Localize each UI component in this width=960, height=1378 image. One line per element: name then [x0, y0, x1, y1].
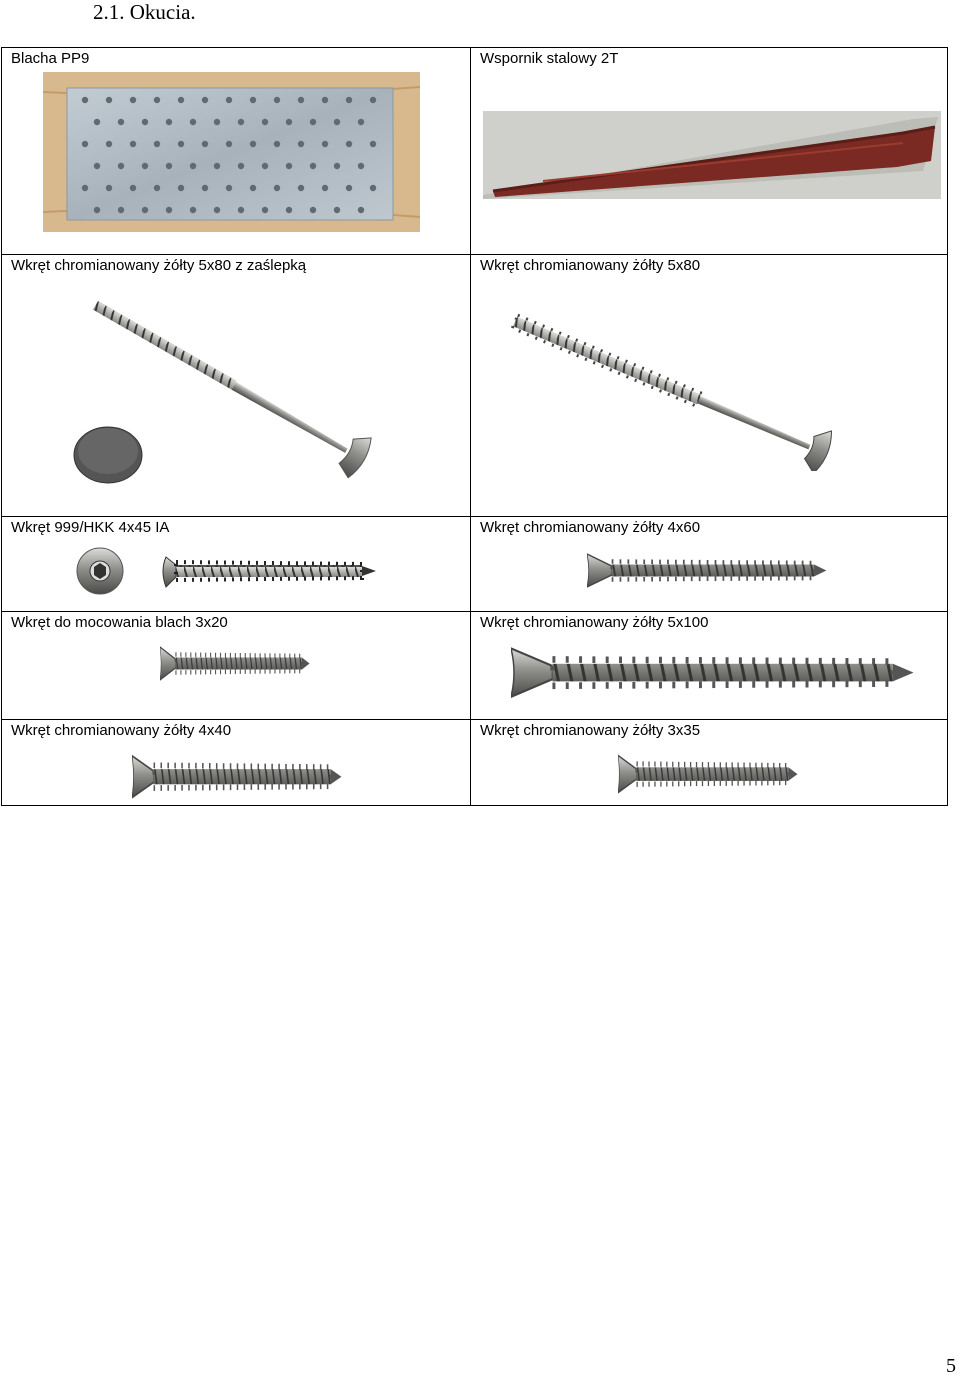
plate-hole — [262, 207, 268, 213]
plate-hole — [274, 141, 280, 147]
plate-hole — [202, 97, 208, 103]
fittings-table — [1, 47, 948, 806]
steel-bracket-icon — [483, 111, 941, 199]
item-label: Wkręt chromianowany żółty 4x60 — [480, 519, 701, 536]
plate-hole — [250, 97, 256, 103]
plate-hole — [82, 97, 88, 103]
plate-hole — [226, 185, 232, 191]
item-label: Wkręt chromianowany żółty 3x35 — [480, 722, 701, 739]
plate-hole — [274, 185, 280, 191]
plate-hole — [178, 97, 184, 103]
plate-hole — [142, 119, 148, 125]
page-number: 5 — [946, 1355, 956, 1377]
plate-hole — [130, 141, 136, 147]
plate-hole — [190, 163, 196, 169]
plate-hole — [202, 141, 208, 147]
plate-hole — [298, 141, 304, 147]
plate-hole — [238, 163, 244, 169]
screw-icon — [511, 644, 916, 704]
plate-hole — [334, 163, 340, 169]
item-cell — [471, 255, 948, 517]
plate-hole — [94, 207, 100, 213]
perforated-plate-icon — [43, 72, 420, 232]
plate-hole — [370, 185, 376, 191]
plate-hole — [154, 141, 160, 147]
plate-hole — [346, 185, 352, 191]
item-cell — [2, 255, 471, 517]
item-cell — [471, 720, 948, 806]
plate-hole — [262, 163, 268, 169]
plate-hole — [298, 185, 304, 191]
section-heading: 2.1. Okucia. — [93, 0, 196, 24]
plate-hole — [118, 119, 124, 125]
item-label: Wspornik stalowy 2T — [480, 50, 619, 67]
plate-hole — [370, 97, 376, 103]
plate-hole — [238, 207, 244, 213]
plate-hole — [118, 207, 124, 213]
plate-hole — [214, 207, 220, 213]
item-cell — [471, 517, 948, 612]
item-label: Wkręt 999/HKK 4x45 IA — [11, 519, 170, 536]
screw-icon — [132, 752, 344, 802]
screw-with-cap-icon — [62, 295, 402, 495]
item-cell — [2, 517, 471, 612]
plate-hole — [214, 119, 220, 125]
plate-hole — [298, 97, 304, 103]
item-label: Wkręt chromianowany żółty 5x100 — [480, 614, 709, 631]
item-cell — [2, 612, 471, 720]
plate-hole — [106, 185, 112, 191]
plate-hole — [166, 163, 172, 169]
plate-hole — [238, 119, 244, 125]
item-cell — [471, 612, 948, 720]
plate-hole — [226, 141, 232, 147]
plate-hole — [334, 119, 340, 125]
plate-hole — [214, 163, 220, 169]
item-label: Wkręt chromianowany żółty 5x80 z zaślepką — [11, 257, 307, 274]
plate-hole — [82, 185, 88, 191]
screw-icon — [511, 311, 851, 471]
plate-hole — [94, 163, 100, 169]
plate-hole — [94, 119, 100, 125]
plate-hole — [202, 185, 208, 191]
plate-hole — [322, 97, 328, 103]
plate-hole — [310, 119, 316, 125]
pan-head-screw-icon — [76, 547, 376, 599]
plate-hole — [286, 163, 292, 169]
plate-hole — [130, 185, 136, 191]
plate-hole — [274, 97, 280, 103]
item-label: Wkręt do mocowania blach 3x20 — [11, 614, 228, 631]
plate-hole — [106, 97, 112, 103]
plate-hole — [166, 119, 172, 125]
screw-icon — [618, 752, 800, 797]
plate-hole — [346, 141, 352, 147]
plate-hole — [82, 141, 88, 147]
plate-hole — [262, 119, 268, 125]
plate-hole — [226, 97, 232, 103]
plate-hole — [250, 185, 256, 191]
screw-icon — [160, 644, 315, 684]
plate-hole — [358, 207, 364, 213]
item-label: Wkręt chromianowany żółty 4x40 — [11, 722, 232, 739]
plate-hole — [358, 119, 364, 125]
item-cell — [2, 720, 471, 806]
plate-hole — [154, 97, 160, 103]
plate-hole — [178, 185, 184, 191]
plate-hole — [130, 97, 136, 103]
plate-hole — [142, 163, 148, 169]
plate-hole — [358, 163, 364, 169]
plate-hole — [370, 141, 376, 147]
plate-hole — [106, 141, 112, 147]
plate-hole — [322, 185, 328, 191]
plate-hole — [286, 207, 292, 213]
plate-hole — [310, 163, 316, 169]
item-cell — [471, 48, 948, 255]
screw-icon — [587, 551, 832, 591]
plate-hole — [142, 207, 148, 213]
plate-hole — [190, 119, 196, 125]
plate-hole — [118, 163, 124, 169]
plate-hole — [334, 207, 340, 213]
plate-hole — [178, 141, 184, 147]
item-label: Wkręt chromianowany żółty 5x80 — [480, 257, 701, 274]
plate-hole — [286, 119, 292, 125]
item-cell — [2, 48, 471, 255]
plate-hole — [154, 185, 160, 191]
plate-hole — [310, 207, 316, 213]
plate-hole — [346, 97, 352, 103]
plate-hole — [322, 141, 328, 147]
plate-hole — [166, 207, 172, 213]
plate-hole — [190, 207, 196, 213]
plate-hole — [250, 141, 256, 147]
item-label: Blacha PP9 — [11, 50, 90, 67]
